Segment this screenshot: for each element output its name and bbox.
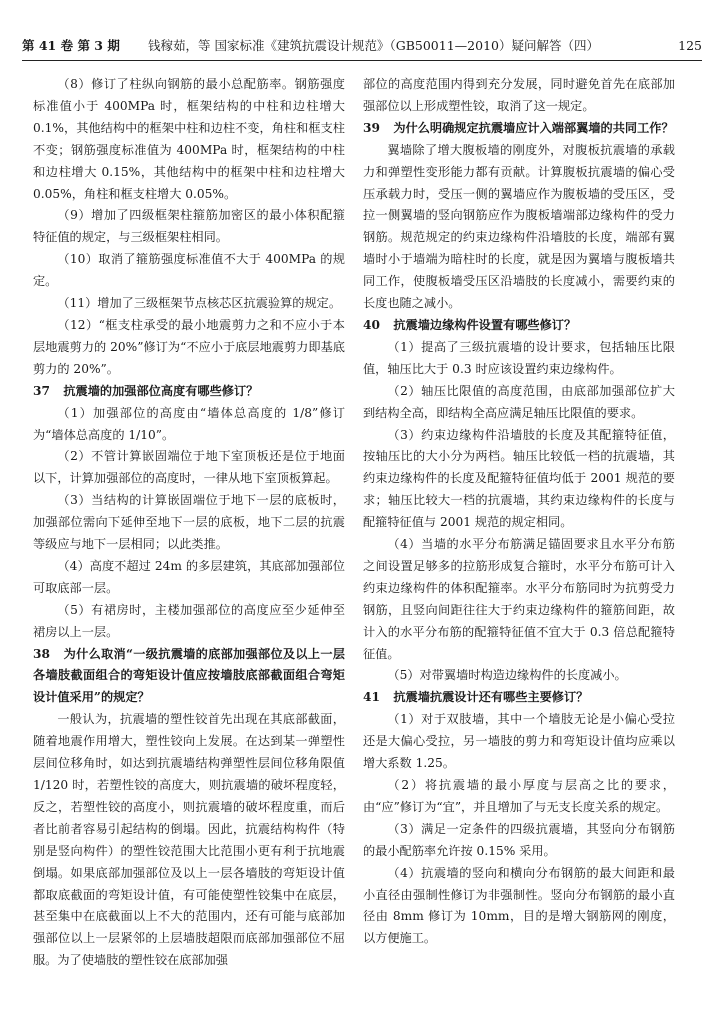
- question-number: 38: [33, 646, 50, 661]
- question-number: 39: [363, 120, 380, 135]
- question-text: 为什么取消“一级抗震墙的底部加强部位及以上一层各墙肢截面组合的弯矩设计值应按墙肢底部截面组合弯矩设计值采用”的规定？: [33, 646, 345, 705]
- body-paragraph: 一般认为，抗震墙的塑性铰首先出现在其底部截面，随着地震作用增大，塑性铰向上发展。在达到某一弹塑性层间位移角时，如达到抗震墙结构弹塑性层间位移角限值 1/120 时，若塑性铰的高度大，则抗震墙的破坏程度轻，反之，若塑性铰的高度小，则抗震墙的破坏程度重，而后者比前者容易引起结构的倒塌。因此，抗震结构构件（特别是竖向构件）的塑性铰范围大比范围小更有利于抗地震倒塌。如果底部加强部位及以上一层各墙肢的弯矩设计值都取底截面的弯矩设计值，有可能使塑性铰集中在底层，甚至集中在底截面以上不大的范围内，还有可能与底部加强部位以上一层紧邻的上层墙肢超限而底部加强部位不屈服。为了使墙肢的塑性铰在底部加强: [33, 712, 345, 968]
- body-paragraph: （1）提高了三级抗震墙的设计要求，包括轴压比限值，轴压比大于 0.3 时应该设置约束边缘构件。: [363, 339, 675, 376]
- body-paragraph: （2）不管计算嵌固端位于地下室顶板还是位于地面以下，计算加强部位的高度时，一律从地下室顶板算起。: [33, 449, 345, 486]
- right-column: [363, 74, 675, 950]
- page-number: 125: [678, 38, 702, 53]
- question-heading: [363, 315, 675, 337]
- question-number: 40: [363, 317, 380, 332]
- body-paragraph: （2）将抗震墙的最小厚度与层高之比的要求，由“应”修订为“宜”，并且增加了与无支长度关系的规定。: [363, 778, 675, 814]
- header-rule: [22, 60, 702, 61]
- question-number: 37: [33, 383, 50, 398]
- question-heading: [363, 687, 675, 709]
- body-paragraph: （3）当结构的计算嵌固端位于地下一层的底板时，加强部位需向下延伸至地下一层的底板，地下二层的抗震等级应与地下一层相同；以此类推。: [33, 493, 345, 552]
- question-text: 为什么明确规定抗震墙应计入端部翼墙的共同工作？: [393, 120, 674, 135]
- body-paragraph: （9）增加了四级框架柱箍筋加密区的最小体积配箍特征值的规定，与三级框架柱相同。: [33, 208, 345, 245]
- question-heading: [363, 118, 675, 140]
- body-paragraph: （10）取消了箍筋强度标准值不大于 400MPa 的规定。: [33, 252, 345, 289]
- body-paragraph: （1）加强部位的高度由“墙体总高度的 1/8”修订为“墙体总高度的 1/10”。: [33, 405, 345, 442]
- body-paragraph: 翼墙除了增大腹板墙的刚度外，对腹板抗震墙的承载力和弹塑性变形能力都有贡献。计算腹板抗震墙的偏心受压承载力时，受压一侧的翼墙应作为腹板墙的受压区，受拉一侧翼墙的竖向钢筋应作为腹板墙端部边缘构件的受力钢筋。规范规定的约束边缘构件沿墙肢的长度，端部有翼墙时小于墙端为暗柱时的长度，就是因为翼墙与腹板墙共同工作，使腹板墙受压区沿墙肢的长度减小，需要约束的长度也随之减小。: [363, 142, 675, 311]
- body-paragraph: （3）满足一定条件的四级抗震墙，其竖向分布钢筋的最小配筋率允许按 0.15% 采用。: [363, 821, 675, 858]
- body-paragraph: （4）当墙的水平分布筋满足锚固要求且水平分布筋之间设置足够多的拉筋形成复合箍时，水平分布筋可计入约束边缘构件的体积配箍率。水平分布筋同时为抗剪受力钢筋，且竖向间距往往大于约束边缘构件的箍筋间距，故计入的水平分布筋的配箍特征值不宜大于 0.3 倍总配箍特征值。: [363, 537, 675, 661]
- body-paragraph: 部位的高度范围内得到充分发展，同时避免首先在底部加强部位以上形成塑性铰，取消了这一规定。: [363, 77, 675, 113]
- body-paragraph: （1）对于双肢墙，其中一个墙肢无论是小偏心受拉还是大偏心受拉，另一墙肢的剪力和弯矩设计值均应乘以增大系数 1.25。: [363, 712, 675, 771]
- body-paragraph: （5）对带翼墙时构造边缘构件的长度减小。: [387, 668, 627, 683]
- question-heading: [33, 644, 345, 710]
- question-text: 抗震墙的加强部位高度有哪些修订？: [63, 383, 259, 398]
- body-paragraph: （5）有裙房时，主楼加强部位的高度应至少延伸至裙房以上一层。: [33, 602, 345, 639]
- body-paragraph: （4）抗震墙的竖向和横向分布钢筋的最大间距和最小直径由强制性修订为非强制性。竖向分布钢筋的最小直径由 8mm 修订为 10mm，目的是增大钢筋网的刚度，以方便施工。: [363, 865, 675, 946]
- left-column: [33, 74, 345, 972]
- running-title: 钱稼茹，等 国家标准《建筑抗震设计规范》（GB50011—2010）疑问解答（四）: [148, 38, 599, 53]
- body-paragraph: （4）高度不超过 24m 的多层建筑，其底部加强部位可取底部一层。: [33, 558, 345, 595]
- question-text: 抗震墙边缘构件设置有哪些修订？: [393, 317, 577, 332]
- body-paragraph: （12）“框支柱承受的最小地震剪力之和不应小于本层地震剪力的 20%”修订为“不应小于底层地震剪力即基底剪力的 20%”。: [33, 317, 345, 376]
- body-paragraph: （8）修订了柱纵向钢筋的最小总配筋率。钢筋强度标准值小于 400MPa 时，框架结构的中柱和边柱增大 0.1%，其他结构中的框架中柱和边柱不变，角柱和框支柱不变；钢筋强度标准值为 400MPa 时，框架结构的中柱和边柱增大 0.15%，其他结构中的框架中柱和边柱增大 0.05%，角柱和框支柱增大 0.05%。: [33, 77, 345, 201]
- question-text: 抗震墙抗震设计还有哪些主要修订？: [393, 690, 589, 705]
- volume-issue: 第 41 卷 第 3 期: [22, 38, 120, 53]
- question-heading: [33, 381, 345, 403]
- body-paragraph: （3）约束边缘构件沿墙肢的长度及其配箍特征值，按轴压比的大小分为两档。轴压比较低一档的抗震墙，其约束边缘构件的长度及配箍特征值均低于 2001 规范的要求；轴压比较大一档的抗震墙，其约束边缘构件的长度与配箍特征值与 2001 规范的规定相同。: [363, 427, 675, 530]
- running-header: [22, 34, 702, 58]
- body-paragraph: （2）轴压比限值的高度范围，由底部加强部位扩大到结构全高，即结构全高应满足轴压比限值的要求。: [363, 383, 675, 420]
- question-number: 41: [363, 690, 380, 705]
- body-paragraph: （11）增加了三级框架节点核芯区抗震验算的规定。: [57, 296, 342, 311]
